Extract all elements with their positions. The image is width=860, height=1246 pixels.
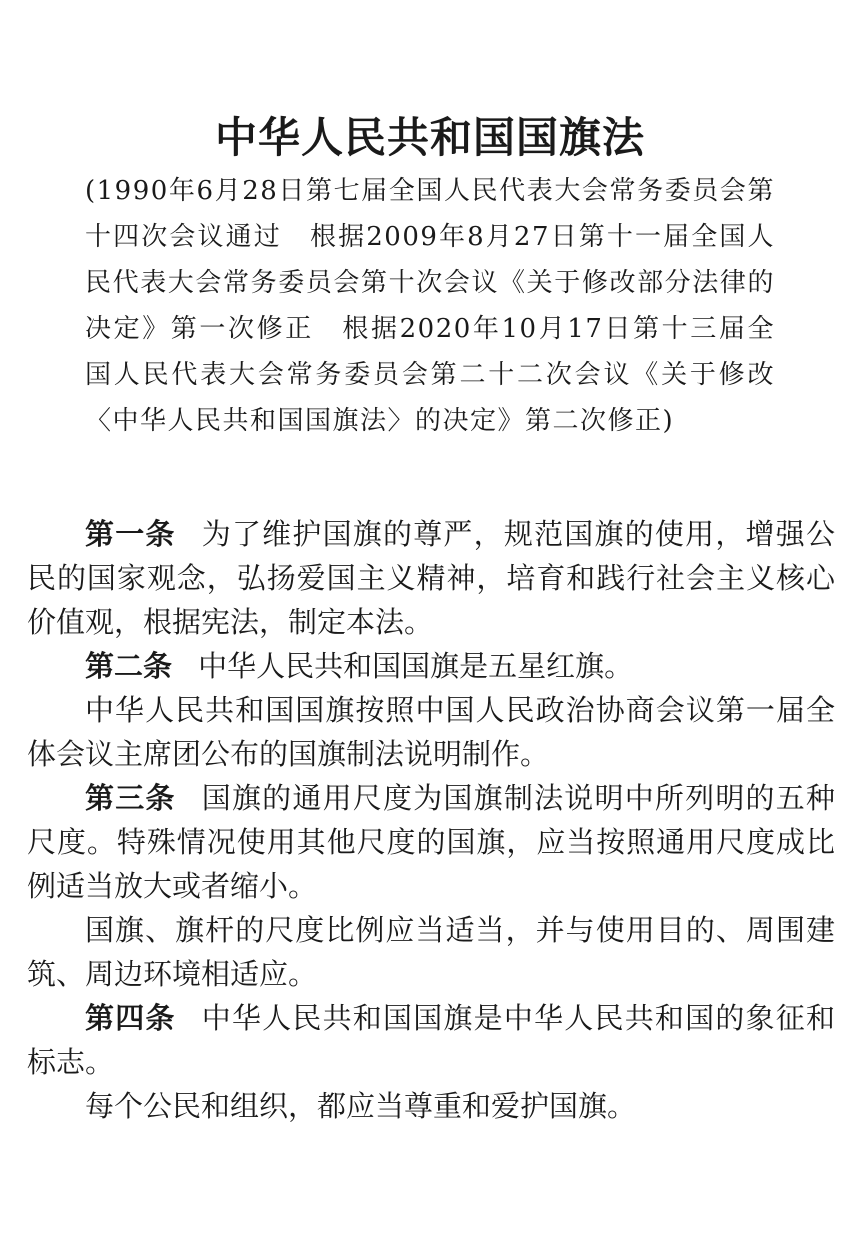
document-title: 中华人民共和国国旗法: [214, 113, 645, 162]
paragraph-text: 国旗、旗杆的尺度比例应当适当，并与使用目的、周围建筑、周边环境相适应。: [27, 913, 835, 991]
article-number: 第三条: [85, 781, 176, 815]
article-number: 第一条: [85, 517, 176, 551]
paragraph-text: 为了维护国旗的尊严，规范国旗的使用，增强公民的国家观念，弘扬爱国主义精神，培育和践行社会主义核心价值观，根据宪法，制定本法。: [27, 517, 835, 639]
paragraph-article-4-clause-2: [27, 1084, 835, 1128]
document-preamble: (1990年6月28日第七届全国人民代表大会常务委员会第十四次会议通过 根据2009年8月27日第十一届全国人民代表大会常务委员会第十次会议《关于修改部分法律的决定》第一次修正 根据2020年10月17日第十三届全国人民代表大会常务委员会第二十二次会议《关于修改〈中华人民共和国国旗法〉的决定》第二次修正): [85, 176, 775, 436]
document-body: [27, 512, 835, 1128]
paragraph-article-3: [27, 776, 835, 908]
article-number: 第二条: [85, 649, 173, 683]
paragraph-article-2-clause-2: [27, 688, 835, 776]
paragraph-text: 中华人民共和国国旗按照中国人民政治协商会议第一届全体会议主席团公布的国旗制法说明制作。: [27, 693, 835, 771]
paragraph-text: 中华人民共和国国旗是中华人民共和国的象征和标志。: [27, 1001, 835, 1079]
paragraph-article-3-clause-2: [27, 908, 835, 996]
article-number: 第四条: [85, 1001, 176, 1035]
paragraph-article-1: [27, 512, 835, 644]
paragraph-article-4: [27, 996, 835, 1084]
paragraph-text: 每个公民和组织，都应当尊重和爱护国旗。: [85, 1089, 637, 1123]
paragraph-text: 中华人民共和国国旗是五星红旗。: [198, 649, 634, 683]
paragraph-article-2: [27, 644, 835, 688]
paragraph-text: 国旗的通用尺度为国旗制法说明中所列明的五种尺度。特殊情况使用其他尺度的国旗，应当按照通用尺度成比例适当放大或者缩小。: [27, 781, 835, 903]
